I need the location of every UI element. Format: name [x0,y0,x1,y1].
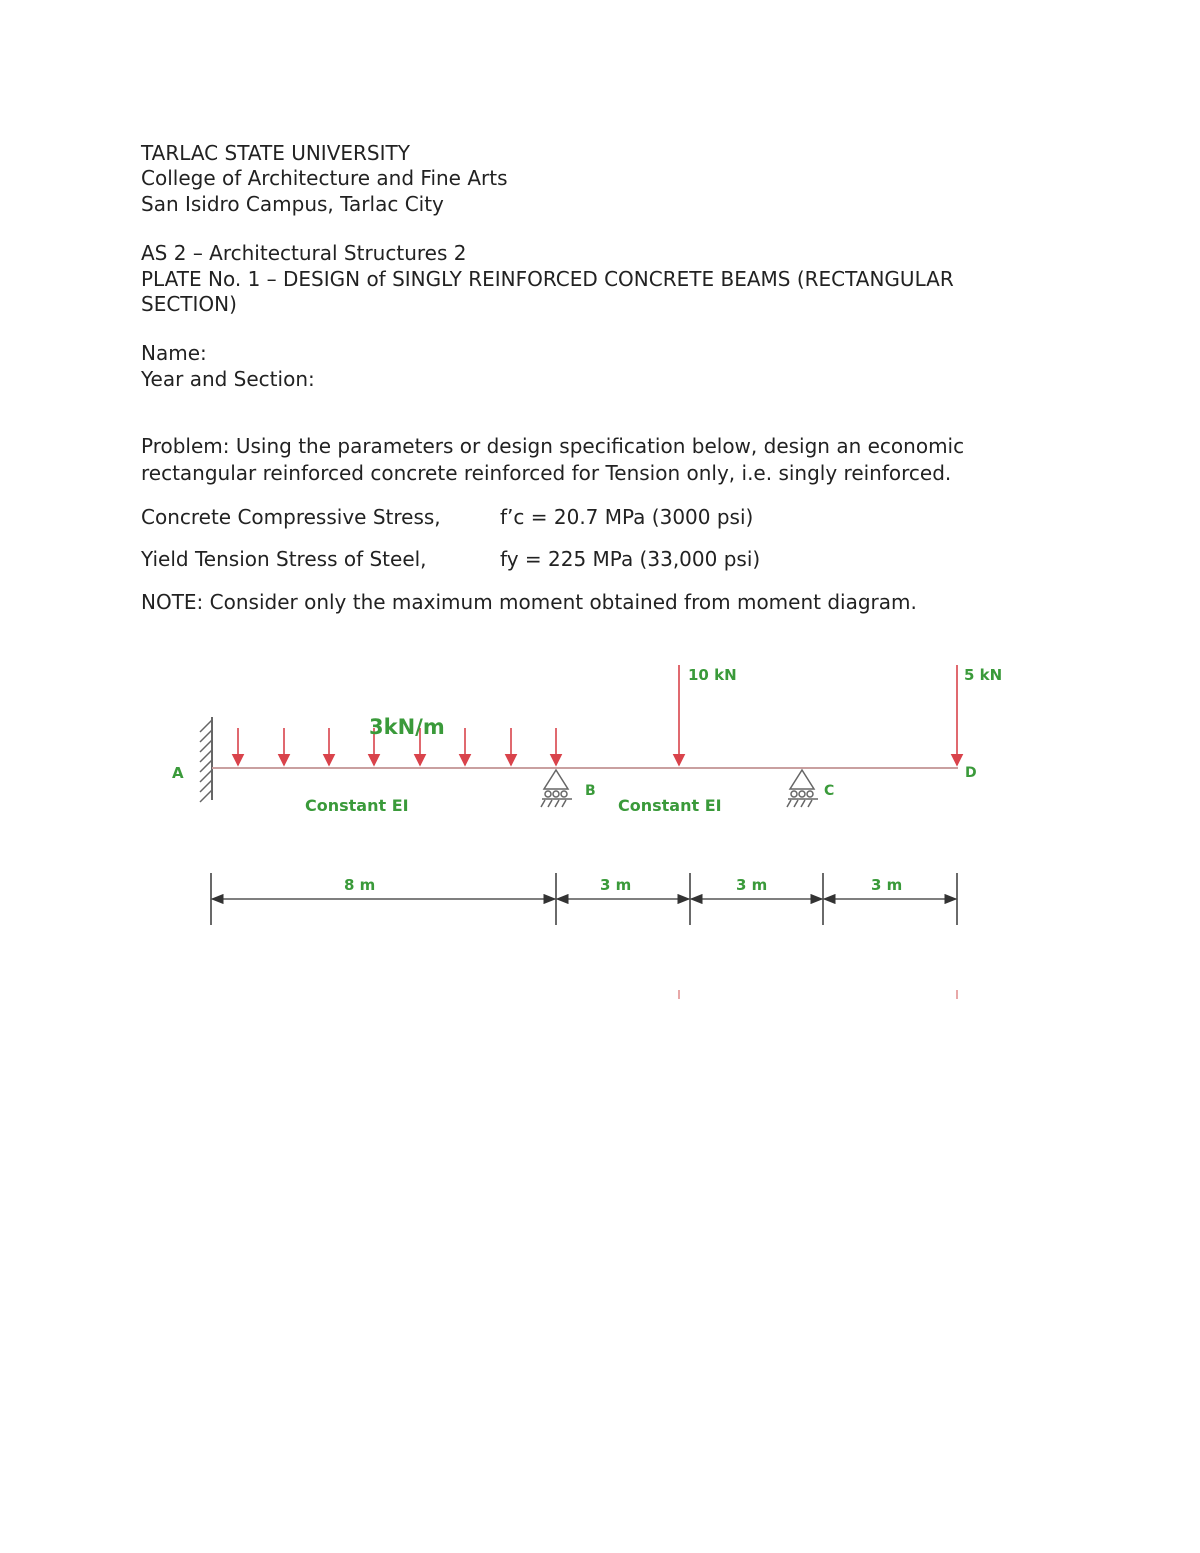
support-a-label: A [172,764,184,782]
span-2-label: Constant EI [618,796,722,815]
point-load-1-label: 10 kN [688,666,737,684]
campus-name: San Isidro Campus, Tarlac City [141,192,444,216]
course-title: AS 2 – Architectural Structures 2 [141,241,467,265]
dimension-label: 8 m [344,876,376,894]
university-name: TARLAC STATE UNIVERSITY [141,141,410,165]
parameter-label: Yield Tension Stress of Steel, [141,547,427,571]
parameter-value: fy = 225 MPa (33,000 psi) [500,547,761,571]
plate-title-line1: PLATE No. 1 – DESIGN of SINGLY REINFORCED CONCRETE BEAMS (RECTANGULAR [141,267,954,291]
problem-line1: Problem: Using the parameters or design specification below, design an economic [141,434,965,458]
note-text: NOTE: Consider only the maximum moment obtained from moment diagram. [141,590,917,614]
year-section-label: Year and Section: [141,367,315,391]
college-name: College of Architecture and Fine Arts [141,166,508,190]
plate-title-line2: SECTION) [141,292,237,316]
roller-support-b [541,770,572,807]
fixed-support-a [200,717,212,802]
dimension-label: 3 m [871,876,903,894]
name-label: Name: [141,341,207,365]
roller-support-c [787,770,818,807]
point-load-2-label: 5 kN [964,666,1003,684]
parameter-value: f’c = 20.7 MPa (3000 psi) [500,505,754,529]
support-c-label: C [824,783,835,799]
dimension-label: 3 m [736,876,768,894]
support-b-label: B [585,783,596,799]
dimension-label: 3 m [600,876,632,894]
problem-line2: rectangular reinforced concrete reinforced for Tension only, i.e. singly reinforced. [141,461,952,485]
distributed-load-label: 3kN/m [369,715,445,739]
span-1-label: Constant EI [305,796,409,815]
parameter-label: Concrete Compressive Stress, [141,505,441,529]
beam-diagram [160,655,1040,1015]
end-d-label: D [965,765,977,781]
